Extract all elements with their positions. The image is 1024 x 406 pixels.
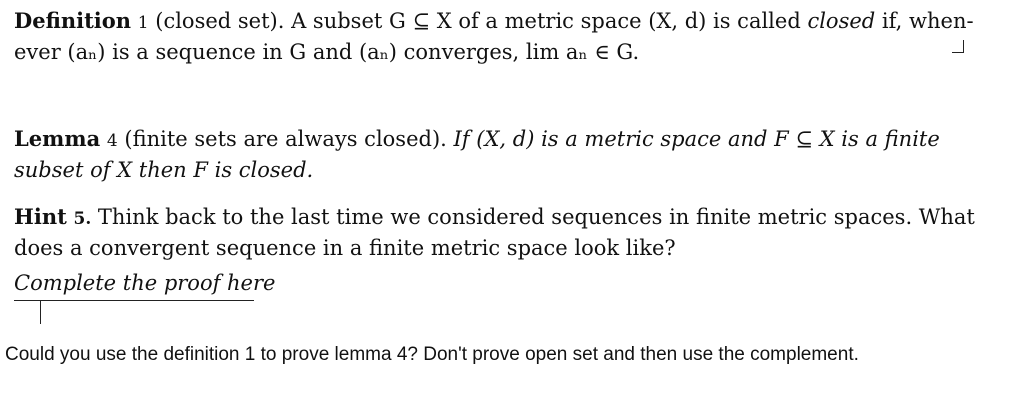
lemma-block — [14, 124, 979, 185]
definition-term: closed — [807, 9, 876, 33]
proof-answer-field[interactable] — [14, 300, 254, 301]
definition-number: 1 — [137, 13, 149, 33]
definition-line2: ever (aₙ) is a sequence in G and (aₙ) converges, lim aₙ ∈ G. — [14, 40, 640, 64]
lemma-title: (finite sets are always closed). — [124, 127, 447, 151]
lemma-label: Lemma — [14, 126, 101, 151]
definition-block — [14, 6, 979, 67]
definition-label: Definition — [14, 8, 132, 33]
user-question: Could you use the definition 1 to prove lemma 4? Don't prove open set and then use the complement. — [5, 344, 859, 365]
hint-label: Hint — [14, 204, 67, 229]
proof-prompt: Complete the proof here — [14, 271, 276, 295]
lemma-number: 4 — [106, 131, 118, 151]
hint-block — [14, 202, 979, 263]
definition-title: (closed set). — [155, 9, 285, 33]
hint-text: Think back to the last time we considered sequences in finite metric spaces. What does a convergent sequence in a finite metric space look like? — [14, 205, 975, 260]
hint-number: 5. — [73, 209, 92, 229]
definition-line1-end: if, when- — [881, 9, 974, 33]
lemma-statement: If (X, d) is a metric space and F ⊆ X is a finite subset of X then F is closed. — [14, 127, 940, 182]
definition-line1: A subset G ⊆ X of a metric space (X, d) is called — [291, 9, 801, 33]
text-cursor-icon — [40, 300, 41, 324]
end-of-definition-mark-icon — [952, 40, 964, 53]
